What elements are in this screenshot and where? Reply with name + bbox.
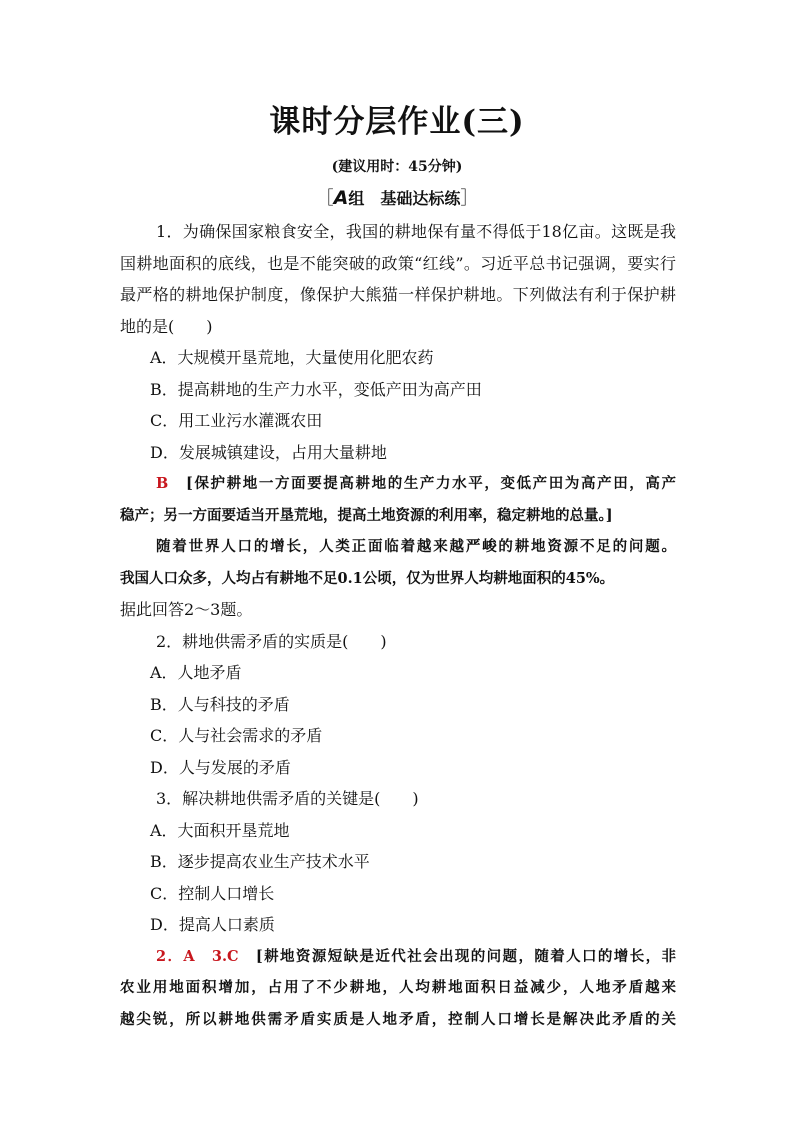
- suggested-time: (建议用时：45分钟): [331, 159, 463, 175]
- answer23-explanation-3: 越尖锐，所以耕地供需矛盾实质是人地矛盾，控制人口增长是解决此矛盾的关: [120, 1010, 676, 1028]
- q2-option-b: B．人与科技的矛盾: [150, 694, 290, 714]
- q3-option-c: C．控制人口增长: [150, 883, 275, 903]
- q1-option-c: C．用工业污水灌溉农田: [150, 411, 323, 430]
- group-letter: A: [333, 187, 349, 209]
- page-title: 课时分层作业(三): [269, 104, 525, 140]
- q1-answer-letter: B: [156, 475, 169, 492]
- group-bracket-open: ［: [315, 188, 334, 209]
- q2-stem: 2．耕地供需矛盾的实质是( ): [156, 631, 387, 651]
- q1-explanation-1: [保护耕地一方面要提高耕地的生产力水平，变低产田为高产田，高产: [185, 475, 677, 492]
- answer23-line-1: [120, 941, 676, 973]
- answer23-letters: 2．A 3.C: [156, 947, 239, 965]
- group-heading: [0, 184, 794, 210]
- q1-stem-line-3: 最严格的耕地保护制度，像保护大熊猫一样保护耕地。下列做法有利于保护耕: [120, 285, 676, 304]
- q1-stem-line-2: 国耕地面积的底线，也是不能突破的政策“红线”。习近平总书记强调，要实行: [120, 253, 676, 273]
- q2-option-c: C．人与社会需求的矛盾: [150, 726, 323, 745]
- q1-option-d: D．发展城镇建设，占用大量耕地: [150, 442, 387, 462]
- q3-option-d: D．提高人口素质: [150, 915, 275, 934]
- passage-line-3: 据此回答2～3题。: [120, 600, 253, 619]
- q1-option-b: B．提高耕地的生产力水平，变低产田为高产田: [150, 379, 482, 399]
- q1-stem-line-4: 地的是( ): [120, 316, 213, 336]
- q1-answer-line-1: [120, 468, 676, 500]
- q1-explanation-2: 稳产；另一方面要适当开垦荒地，提高土地资源的利用率，稳定耕地的总量。]: [120, 506, 613, 524]
- q3-option-b: B．逐步提高农业生产技术水平: [150, 852, 370, 871]
- q3-stem: 3．解决耕地供需矛盾的关键是( ): [156, 789, 419, 808]
- group-bracket-close: ］: [460, 188, 479, 209]
- q2-option-d: D．人与发展的矛盾: [150, 757, 291, 777]
- q2-option-a: A．人地矛盾: [150, 663, 242, 682]
- q1-stem-line-1: 1．为确保国家粮食安全，我国的耕地保有量不得低于18亿亩。这既是我: [156, 222, 676, 241]
- passage-line-2: 我国人口众多，人均占有耕地不足0.1公顷，仅为世界人均耕地面积的45%。: [120, 569, 615, 587]
- answer23-explanation-1: [耕地资源短缺是近代社会出现的问题，随着人口的增长，非: [255, 947, 676, 965]
- q3-option-a: A．大面积开垦荒地: [150, 820, 290, 840]
- answer23-explanation-2: 农业用地面积增加，占用了不少耕地，人均耕地面积日益减少，人地矛盾越来: [120, 979, 676, 996]
- exercise-content: [120, 216, 676, 1035]
- q1-option-a: A．大规模开垦荒地，大量使用化肥农药: [150, 348, 434, 367]
- passage-line-1: 随着世界人口的增长，人类正面临着越来越严峻的耕地资源不足的问题。: [156, 538, 676, 555]
- group-label: 组 基础达标练: [348, 189, 461, 208]
